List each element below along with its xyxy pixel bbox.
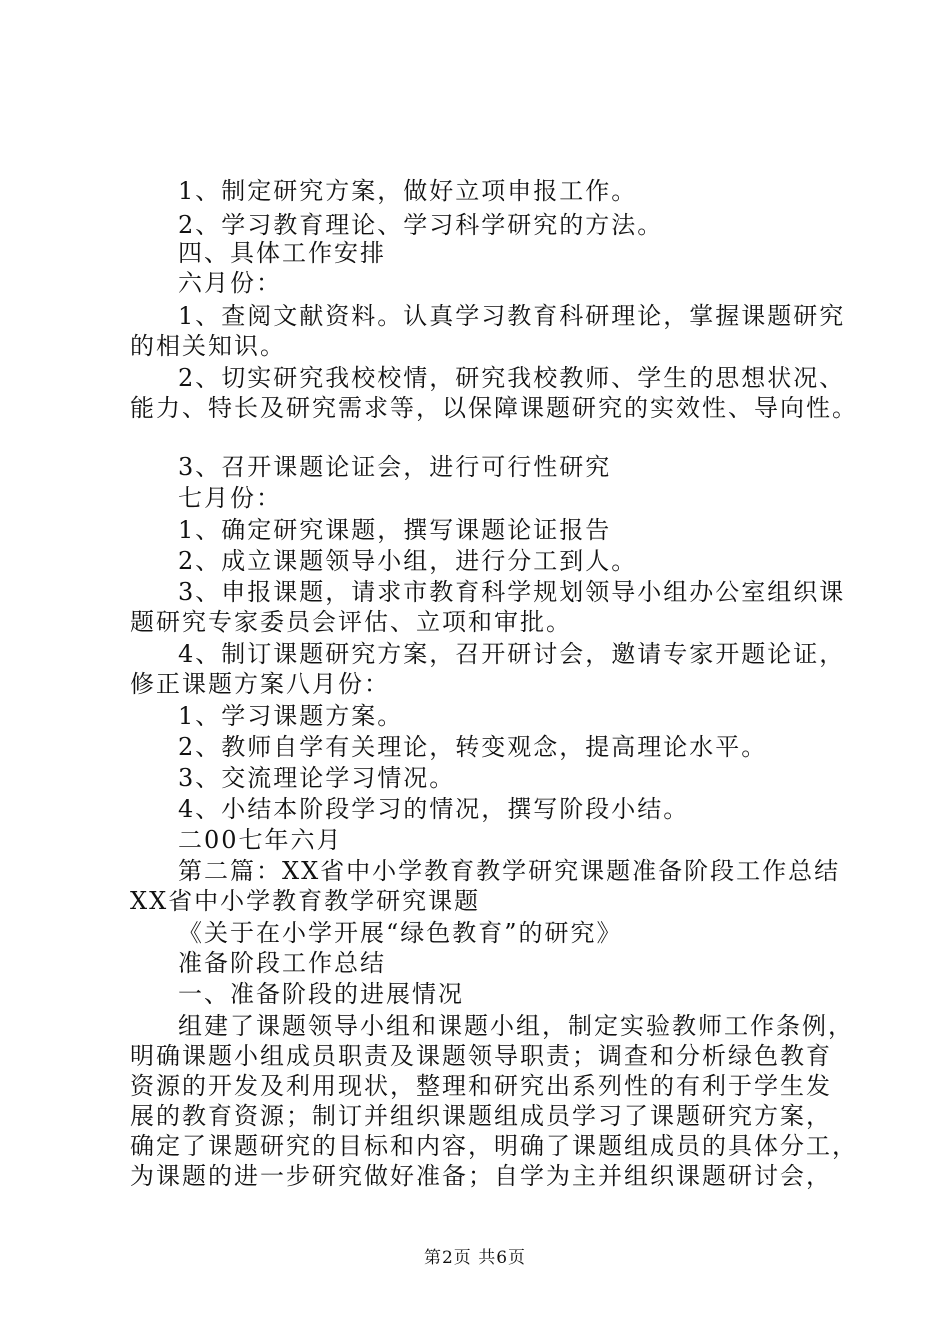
report-subtitle: 《关于在小学开展“绿色教育”的研究》 [178,919,623,947]
body-line: 2、切实研究我校校情，研究我校教师、学生的思想状况、 [178,364,846,392]
report-heading: 准备阶段工作总结 [178,949,386,977]
month-heading: 七月份： [178,484,282,512]
date-line: 二00七年六月 [178,826,343,854]
body-line: 3、召开课题论证会，进行可行性研究 [178,453,612,481]
body-line: 组建了课题领导小组和课题小组，制定实验教师工作条例， [178,1012,854,1040]
body-line: 明确课题小组成员职责及课题领导职责；调查和分析绿色教育 [130,1042,832,1070]
body-line: 4、小结本阶段学习的情况，撰写阶段小结。 [178,795,690,823]
body-line: 确定了课题研究的目标和内容，明确了课题组成员的具体分工， [130,1132,858,1160]
body-line: 1、制定研究方案，做好立项申报工作。 [178,177,638,205]
body-line: 的相关知识。 [130,332,286,360]
body-line: 展的教育资源；制订并组织课题组成员学习了课题研究方案， [130,1102,832,1130]
body-line: 修正课题方案八月份： [130,670,390,698]
body-line: 2、成立课题领导小组，进行分工到人。 [178,547,638,575]
chapter-title: 第二篇：XX省中小学教育教学研究课题准备阶段工作总结 [178,857,841,885]
body-line: 3、申报课题，请求市教育科学规划领导小组办公室组织课 [178,578,846,606]
body-line: 题研究专家委员会评估、立项和审批。 [130,608,572,636]
body-line: 4、制订课题研究方案，召开研讨会，邀请专家开题论证， [178,640,846,668]
body-line: 为课题的进一步研究做好准备；自学为主并组织课题研讨会， [130,1162,832,1190]
body-line: 能力、特长及研究需求等，以保障课题研究的实效性、导向性。 [130,394,858,422]
page-footer: 第2页 共6页 [423,1248,527,1268]
month-heading: 六月份： [178,269,282,297]
body-line: 2、学习教育理论、学习科学研究的方法。 [178,211,664,239]
section-heading: 一、准备阶段的进展情况 [178,980,464,1008]
body-line: 1、学习课题方案。 [178,702,404,730]
body-line: 1、查阅文献资料。认真学习教育科研理论，掌握课题研究 [178,302,846,330]
section-heading: 四、具体工作安排 [178,239,386,267]
body-line: 资源的开发及利用现状，整理和研究出系列性的有利于学生发 [130,1072,832,1100]
report-title: XX省中小学教育教学研究课题 [130,887,481,915]
body-line: 3、交流理论学习情况。 [178,764,456,792]
body-line: 1、确定研究课题，撰写课题论证报告 [178,516,612,544]
body-line: 2、教师自学有关理论，转变观念，提高理论水平。 [178,733,768,761]
